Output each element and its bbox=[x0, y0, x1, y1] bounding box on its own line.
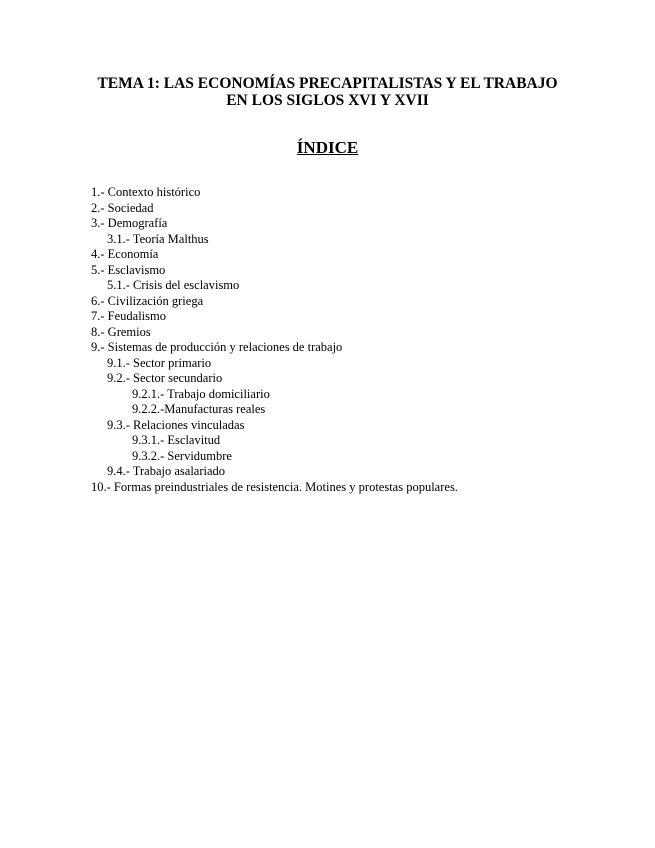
toc-item: 5.1.- Crisis del esclavismo bbox=[107, 278, 240, 292]
toc-item: 9.3.- Relaciones vinculadas bbox=[107, 417, 245, 432]
toc-item: 1.- Contexto histórico bbox=[91, 185, 201, 199]
toc-item: 9.1.- Sector primario bbox=[107, 355, 212, 370]
toc-item: 3.1.- Teoría Malthus bbox=[107, 231, 209, 246]
toc-item: 9.2.1.- Trabajo domiciliario bbox=[132, 386, 270, 401]
toc-item: 8.- Gremios bbox=[91, 324, 151, 339]
toc-item: 3.- Demografía bbox=[91, 216, 168, 230]
toc-item: 7.- Feudalismo bbox=[91, 309, 166, 323]
toc-item: 5.- Esclavismo bbox=[91, 262, 166, 277]
toc-item: 10.- Formas preindustriales de resistencia. Motines y protestas populares. bbox=[91, 479, 458, 494]
title-line-2: EN LOS SIGLOS XVI Y XVII bbox=[226, 92, 429, 109]
toc-item: 9.- Sistemas de producción y relaciones de trabajo bbox=[91, 340, 343, 354]
index-heading: ÍNDICE bbox=[296, 138, 359, 157]
title-line-1: TEMA 1: LAS ECONOMÍAS PRECAPITALISTAS Y EL TRABAJO bbox=[97, 75, 558, 92]
toc-item: 9.2.- Sector secundario bbox=[107, 371, 223, 385]
toc-item: 6.- Civilización griega bbox=[91, 293, 204, 308]
toc-item: 9.3.2.- Servidumbre bbox=[132, 448, 232, 463]
toc-item: 9.3.1.- Esclavitud bbox=[132, 433, 221, 447]
toc-item: 9.4.- Trabajo asalariado bbox=[107, 464, 226, 478]
toc-item: 4.- Economía bbox=[91, 247, 159, 261]
document-title bbox=[0, 75, 655, 109]
toc-item: 9.2.2.-Manufacturas reales bbox=[132, 402, 266, 416]
toc-item: 2.- Sociedad bbox=[91, 200, 154, 215]
table-of-contents bbox=[91, 185, 631, 495]
